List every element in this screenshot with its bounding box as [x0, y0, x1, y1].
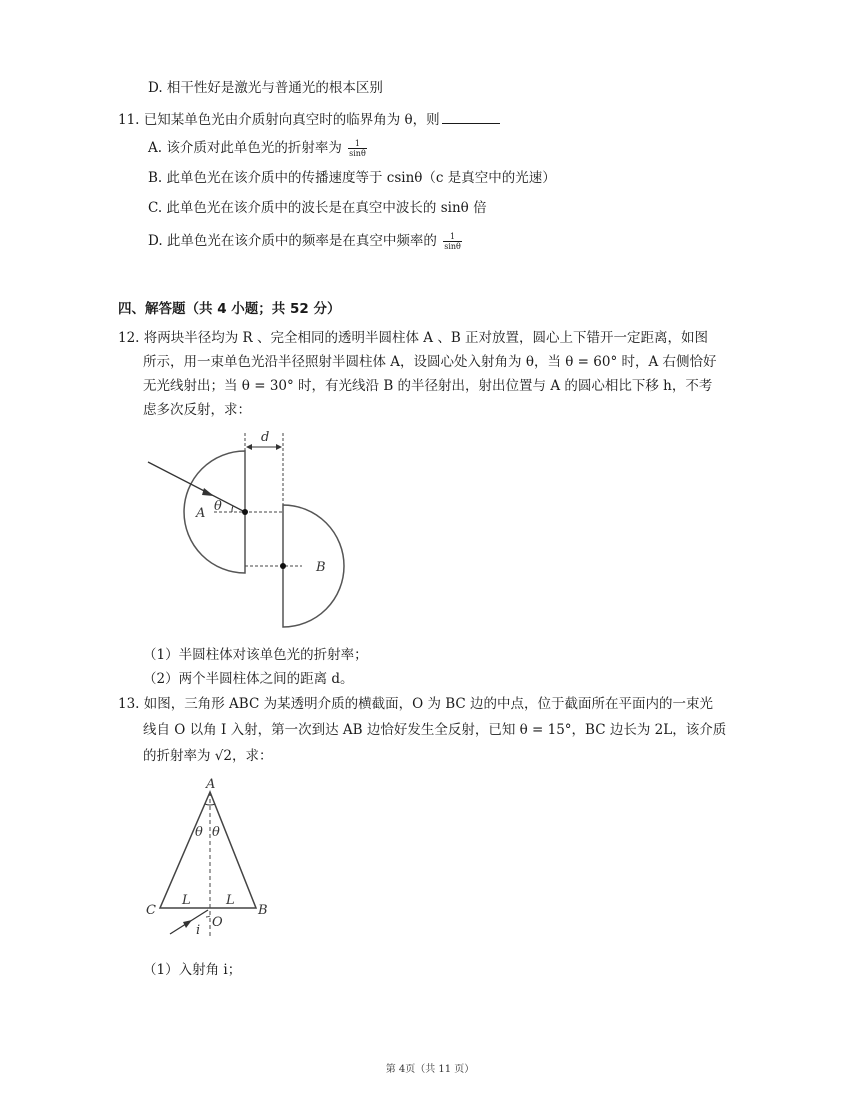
q11-stem: [118, 109, 500, 130]
i-angle-arc: [206, 916, 210, 917]
fig12-label-b: B: [316, 560, 326, 575]
fraction-numerator: 1: [348, 139, 367, 149]
q11-option-c: C. 此单色光在该介质中的波长是在真空中波长的 sinθ 倍: [148, 200, 487, 216]
q12-line1: 12. 将两块半径均为 R 、完全相同的透明半圆柱体 A 、B 正对放置，圆心上下错开一定距离，如图: [118, 330, 709, 346]
page-footer: 第 4页（共 11 页）: [385, 1064, 475, 1075]
center-b-dot: [280, 563, 286, 569]
d-arrow-left-head: [246, 444, 252, 450]
fig12-label-a: A: [196, 506, 206, 521]
incident-ray: [148, 462, 245, 512]
theta-arc-right: [210, 804, 215, 805]
q12-line2: 所示，用一束单色光沿半径照射半圆柱体 A，设圆心处入射角为 θ，当 θ = 60° 时，A 右侧恰好: [143, 354, 717, 370]
q11-option-d-text: D. 此单色光在该介质中的频率是在真空中频率的: [148, 233, 437, 249]
fig13-label-a: A: [206, 777, 216, 792]
q11-option-b: B. 此单色光在该介质中的传播速度等于 csinθ（c 是真空中的光速）: [148, 170, 556, 186]
center-a-dot: [242, 509, 248, 515]
d-arrow-right-head: [276, 444, 282, 450]
theta-arc: [232, 506, 233, 512]
fig12-label-d: d: [261, 430, 270, 445]
q11-option-a-fraction: [348, 139, 367, 158]
q13-line1: 13. 如图，三角形 ABC 为某透明介质的横截面，O 为 BC 边的中点，位于截面所在平面内的一束光: [118, 696, 714, 712]
q12-sub2: （2）两个半圆柱体之间的距离 d。: [143, 671, 354, 687]
q13-sub1: （1）入射角 i；: [143, 962, 242, 978]
fig13-label-theta1: θ: [195, 825, 203, 840]
q12-sub1: （1）半圆柱体对该单色光的折射率；: [143, 647, 368, 663]
q11-option-d-fraction: [443, 232, 462, 251]
fraction-denominator: sinθ: [444, 242, 461, 251]
fig13-label-c: C: [146, 903, 156, 918]
fig13-label-l2: L: [226, 893, 235, 908]
q12-line4: 虑多次反射，求：: [143, 402, 251, 418]
fraction-denominator: sinθ: [349, 149, 366, 158]
section-title: 四、解答题（共 4 小题；共 52 分）: [118, 301, 341, 317]
q11-option-a-text: A. 该介质对此单色光的折射率为: [148, 140, 342, 156]
q13-figure: [140, 770, 290, 950]
triangle-abc: [160, 792, 256, 908]
q11-option-a: [148, 138, 367, 158]
theta-arc-left: [205, 804, 210, 805]
q13-line3: 的折射率为 √2，求：: [143, 748, 273, 764]
prev-option-d: D. 相干性好是激光与普通光的根本区别: [148, 80, 383, 96]
q12-line3: 无光线射出；当 θ = 30° 时，有光线沿 B 的半径射出，射出位置与 A 的圆心相比下移 h，不考: [143, 378, 713, 394]
incident-ray-o-arrow: [183, 920, 192, 928]
fraction-numerator: 1: [443, 232, 462, 242]
incident-ray-arrow: [202, 488, 214, 496]
q11-answer-blank: [442, 109, 500, 124]
fig13-label-i: i: [196, 923, 201, 938]
q13-line2: 线自 O 以角 I 入射，第一次到达 AB 边恰好发生全反射，已知 θ = 15°，BC 边长为 2L，该介质: [143, 722, 727, 738]
fig13-label-b: B: [258, 903, 268, 918]
q12-figure: [140, 428, 370, 633]
fig13-label-l1: L: [182, 893, 191, 908]
fig12-label-theta: θ: [214, 499, 222, 514]
fig13-label-o: O: [212, 915, 223, 930]
fig13-label-theta2: θ: [212, 825, 220, 840]
q11-stem-text: 11. 已知某单色光由介质射向真空时的临界角为 θ，则: [118, 112, 440, 128]
q11-option-d: [148, 231, 462, 251]
